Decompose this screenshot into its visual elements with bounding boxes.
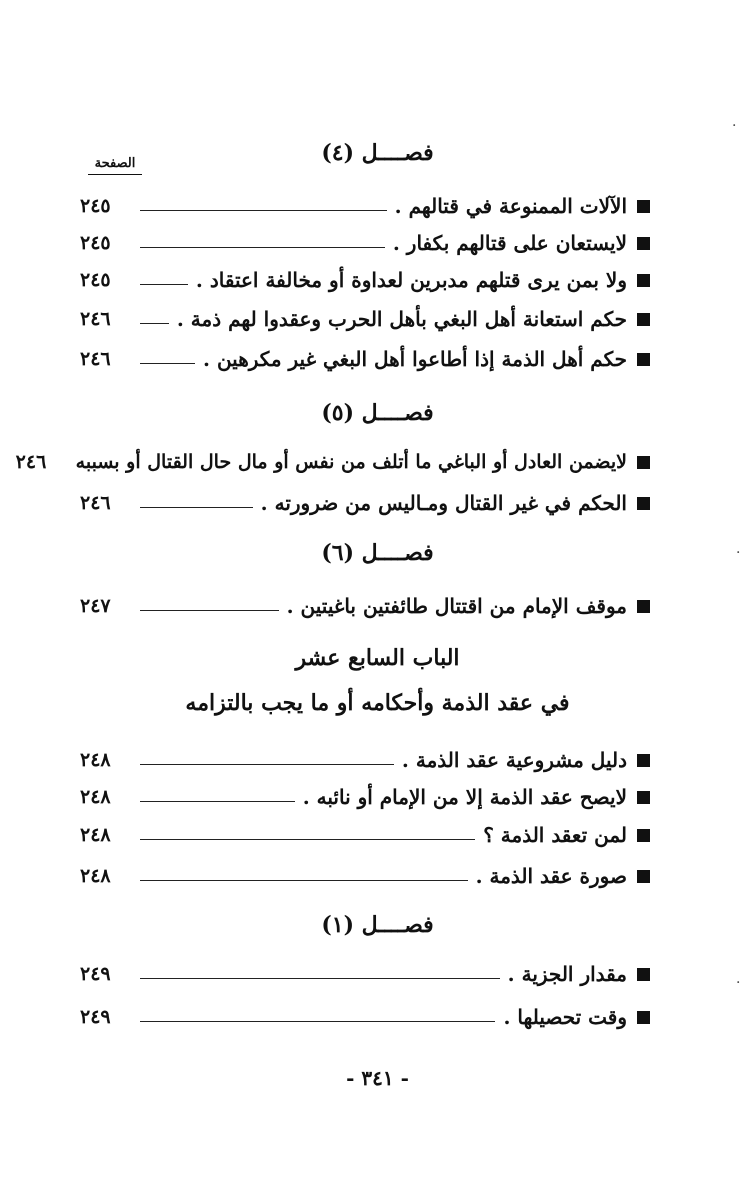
entry-text: مقدار الجزية . <box>507 962 627 986</box>
bullet-icon <box>637 791 650 804</box>
bullet-icon <box>637 754 650 767</box>
leader-line <box>140 978 500 979</box>
bullet-icon <box>637 600 650 613</box>
entry-text: الآلات الممنوعة في قتالهم . <box>394 194 627 218</box>
entry-text: دليل مشروعية عقد الذمة . <box>401 748 627 772</box>
toc-entry <box>80 590 650 622</box>
entry-page: ٢٤٥ <box>80 232 111 254</box>
toc-entry <box>80 343 650 375</box>
bullet-icon <box>637 313 650 326</box>
section-title: فصــــل (٦) <box>321 540 434 566</box>
leader-line <box>140 764 394 765</box>
entry-page: ٢٤٧ <box>80 595 111 617</box>
toc-entry <box>80 264 650 296</box>
leader-line <box>140 880 468 881</box>
entry-text: لايضمن العادل أو الباغي ما أتلف من نفس أو مال حال القتال أو بسببه <box>75 451 627 473</box>
section-title: فصــــل (٥) <box>321 400 434 426</box>
leader-line <box>140 1021 495 1022</box>
toc-entry <box>80 958 650 990</box>
section-title: فصــــل (١) <box>321 912 434 938</box>
leader-line <box>140 363 195 364</box>
toc-entry <box>15 446 650 478</box>
leader-line <box>140 801 295 802</box>
leader-line <box>140 839 475 840</box>
page-number: - ٣٤١ - <box>346 1066 409 1090</box>
bullet-icon <box>637 1011 650 1024</box>
scan-mark: · <box>736 975 741 991</box>
entry-page: ٢٤٨ <box>80 786 111 808</box>
bullet-icon <box>637 274 650 287</box>
bullet-icon <box>637 497 650 510</box>
leader-line <box>140 284 188 285</box>
entry-page: ٢٤٩ <box>80 1006 111 1028</box>
bullet-icon <box>637 237 650 250</box>
entry-text: لايستعان على قتالهم بكفار . <box>392 231 627 255</box>
scan-mark: · <box>736 545 741 561</box>
entry-text: لمن تعقد الذمة ؟ <box>483 823 627 847</box>
chapter-subtitle: في عقد الذمة وأحكامه أو ما يجب بالتزامه <box>185 690 570 716</box>
scan-mark: · <box>732 118 737 134</box>
entry-text: وقت تحصيلها . <box>503 1005 627 1029</box>
section-title: فصــــل (٤) <box>321 140 434 166</box>
toc-entry <box>80 781 650 813</box>
entry-page: ٢٤٨ <box>80 865 111 887</box>
page-column-label: الصفحة <box>88 156 142 175</box>
bullet-icon <box>637 829 650 842</box>
entry-text: موقف الإمام من اقتتال طائفتين باغيتين . <box>286 594 627 618</box>
toc-entry <box>80 744 650 776</box>
leader-line <box>140 247 385 248</box>
entry-page: ٢٤٦ <box>15 451 47 473</box>
entry-page: ٢٤٦ <box>80 348 111 370</box>
leader-line <box>140 210 387 211</box>
bullet-icon <box>637 353 650 366</box>
entry-text: ولا بمن يرى قتلهم مدبرين لعداوة أو مخالفة اعتقاد . <box>195 268 627 292</box>
toc-entry <box>80 1001 650 1033</box>
bullet-icon <box>637 200 650 213</box>
leader-line <box>140 323 169 324</box>
entry-page: ٢٤٨ <box>80 749 111 771</box>
entry-page: ٢٤٥ <box>80 269 111 291</box>
entry-text: الحكم في غير القتال ومـاليس من ضرورته . <box>260 491 627 515</box>
entry-page: ٢٤٦ <box>80 492 111 514</box>
entry-page: ٢٤٥ <box>80 195 111 217</box>
toc-entry <box>80 190 650 222</box>
toc-entry <box>80 227 650 259</box>
bullet-icon <box>637 968 650 981</box>
toc-entry <box>80 860 650 892</box>
bullet-icon <box>637 456 650 469</box>
entry-text: حكم استعانة أهل البغي بأهل الحرب وعقدوا لهم ذمة . <box>176 307 627 331</box>
bullet-icon <box>637 870 650 883</box>
toc-entry <box>80 303 650 335</box>
chapter-title: الباب السابع عشر <box>295 645 460 671</box>
entry-text: صورة عقد الذمة . <box>475 864 627 888</box>
entry-page: ٢٤٩ <box>80 963 111 985</box>
entry-page: ٢٤٦ <box>80 308 111 330</box>
toc-entry <box>80 487 650 519</box>
entry-text: لايصح عقد الذمة إلا من الإمام أو نائبه . <box>302 785 627 809</box>
entry-page: ٢٤٨ <box>80 824 111 846</box>
entry-text: حكم أهل الذمة إذا أطاعوا أهل البغي غير مكرهين . <box>203 347 627 371</box>
toc-entry <box>80 819 650 851</box>
leader-line <box>140 507 253 508</box>
leader-line <box>140 610 279 611</box>
